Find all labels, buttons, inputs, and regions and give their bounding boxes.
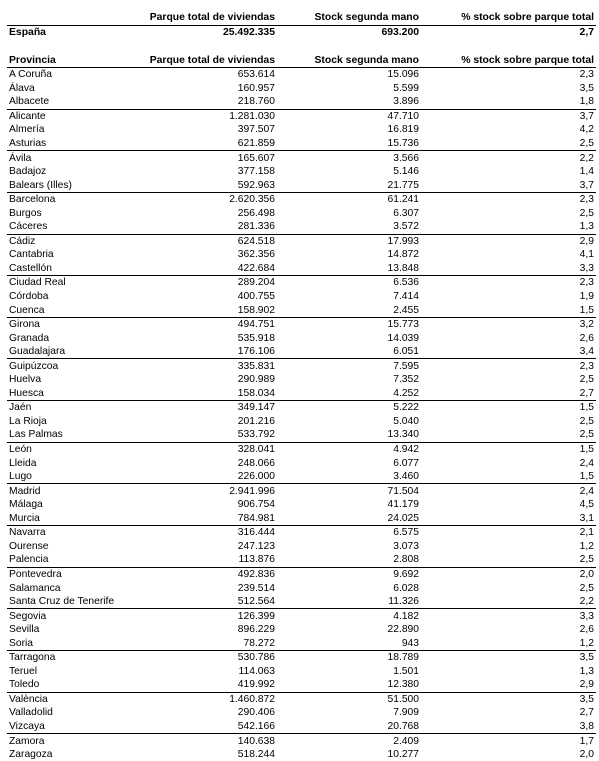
province-name: Madrid (7, 484, 135, 498)
province-name: Granada (7, 331, 135, 345)
province-header-row (7, 55, 596, 68)
pct-value: 4,5 (421, 498, 596, 512)
parque-value: 126.399 (135, 609, 277, 623)
table-row (7, 623, 596, 637)
stock-value: 15.773 (277, 317, 421, 331)
stock-value: 2.808 (277, 553, 421, 567)
table-row (7, 192, 596, 206)
pct-value: 2,6 (421, 623, 596, 637)
parque-value: 218.760 (135, 95, 277, 109)
province-name: Navarra (7, 526, 135, 540)
table-row (7, 748, 596, 761)
table-row (7, 303, 596, 317)
parque-value: 592.963 (135, 178, 277, 192)
pct-value: 2,5 (421, 553, 596, 567)
parque-value: 896.229 (135, 623, 277, 637)
province-table (7, 55, 596, 761)
parque-value: 1.281.030 (135, 109, 277, 123)
table-row (7, 636, 596, 650)
parque-value: 906.754 (135, 498, 277, 512)
pct-value: 2,5 (421, 206, 596, 220)
header-provincia: Provincia (7, 55, 135, 68)
province-name: Valladolid (7, 706, 135, 720)
province-name: Barcelona (7, 192, 135, 206)
summary-header-stock: Stock segunda mano (277, 10, 421, 26)
parque-value: 176.106 (135, 345, 277, 359)
table-row (7, 359, 596, 373)
stock-value: 14.872 (277, 248, 421, 262)
stock-value: 18.789 (277, 650, 421, 664)
parque-value: 492.836 (135, 567, 277, 581)
pct-value: 3,4 (421, 345, 596, 359)
summary-header-blank (7, 10, 135, 26)
pct-value: 1,3 (421, 665, 596, 679)
province-name: Toledo (7, 678, 135, 692)
stock-value: 6.536 (277, 276, 421, 290)
province-name: Las Palmas (7, 428, 135, 442)
pct-value: 2,3 (421, 192, 596, 206)
pct-value: 3,7 (421, 109, 596, 123)
stock-value: 3.572 (277, 220, 421, 234)
table-row (7, 470, 596, 484)
pct-value: 2,5 (421, 428, 596, 442)
table-row (7, 665, 596, 679)
province-name: Albacete (7, 95, 135, 109)
parque-value: 512.564 (135, 595, 277, 609)
pct-value: 2,5 (421, 415, 596, 429)
pct-value: 1,3 (421, 220, 596, 234)
province-name: Tarragona (7, 650, 135, 664)
pct-value: 1,8 (421, 95, 596, 109)
stock-value: 3.566 (277, 151, 421, 165)
province-name: Jaén (7, 401, 135, 415)
stock-value: 16.819 (277, 123, 421, 137)
province-name: Castellón (7, 262, 135, 276)
pct-value: 1,7 (421, 734, 596, 748)
parque-value: 256.498 (135, 206, 277, 220)
parque-value: 419.992 (135, 678, 277, 692)
table-row (7, 428, 596, 442)
province-name: Zamora (7, 734, 135, 748)
summary-header-parque: Parque total de viviendas (135, 10, 277, 26)
table-row (7, 234, 596, 248)
stock-value: 7.352 (277, 373, 421, 387)
stock-value: 5.040 (277, 415, 421, 429)
summary-total-row (7, 26, 596, 41)
province-name: Cádiz (7, 234, 135, 248)
table-row (7, 692, 596, 706)
stock-value: 7.414 (277, 290, 421, 304)
parque-value: 290.989 (135, 373, 277, 387)
province-name: Alicante (7, 109, 135, 123)
parque-value: 247.123 (135, 540, 277, 554)
summary-stock-value: 693.200 (277, 26, 421, 41)
parque-value: 328.041 (135, 442, 277, 456)
pct-value: 2,3 (421, 276, 596, 290)
province-name: Almería (7, 123, 135, 137)
province-name: Ciudad Real (7, 276, 135, 290)
stock-value: 51.500 (277, 692, 421, 706)
pct-value: 4,2 (421, 123, 596, 137)
table-row (7, 442, 596, 456)
table-row (7, 650, 596, 664)
table-row (7, 373, 596, 387)
province-name: Segovia (7, 609, 135, 623)
stock-value: 12.380 (277, 678, 421, 692)
pct-value: 1,5 (421, 303, 596, 317)
header-pct: % stock sobre parque total (421, 55, 596, 68)
parque-value: 349.147 (135, 401, 277, 415)
stock-value: 11.326 (277, 595, 421, 609)
province-name: Cáceres (7, 220, 135, 234)
province-name: Teruel (7, 665, 135, 679)
table-row (7, 82, 596, 96)
stock-value: 5.146 (277, 165, 421, 179)
parque-value: 113.876 (135, 553, 277, 567)
parque-value: 621.859 (135, 137, 277, 151)
parque-value: 362.356 (135, 248, 277, 262)
table-row (7, 123, 596, 137)
province-name: Vizcaya (7, 720, 135, 734)
pct-value: 2,5 (421, 581, 596, 595)
pct-value: 1,5 (421, 470, 596, 484)
province-name: León (7, 442, 135, 456)
parque-value: 158.902 (135, 303, 277, 317)
summary-country: España (7, 26, 135, 41)
pct-value: 2,5 (421, 373, 596, 387)
parque-value: 377.158 (135, 165, 277, 179)
province-name: Ourense (7, 540, 135, 554)
summary-table (7, 10, 596, 40)
stock-value: 4.252 (277, 387, 421, 401)
table-row (7, 276, 596, 290)
province-name: Huelva (7, 373, 135, 387)
stock-value: 1.501 (277, 665, 421, 679)
province-name: Girona (7, 317, 135, 331)
province-name: València (7, 692, 135, 706)
table-row (7, 512, 596, 526)
pct-value: 2,9 (421, 678, 596, 692)
pct-value: 2,4 (421, 484, 596, 498)
table-row (7, 581, 596, 595)
parque-value: 397.507 (135, 123, 277, 137)
stock-value: 4.182 (277, 609, 421, 623)
pct-value: 1,5 (421, 401, 596, 415)
pct-value: 3,5 (421, 82, 596, 96)
province-name: Murcia (7, 512, 135, 526)
stock-value: 3.073 (277, 540, 421, 554)
pct-value: 3,5 (421, 692, 596, 706)
table-row (7, 734, 596, 748)
parque-value: 530.786 (135, 650, 277, 664)
pct-value: 2,9 (421, 234, 596, 248)
parque-value: 2.941.996 (135, 484, 277, 498)
table-row (7, 345, 596, 359)
stock-value: 13.848 (277, 262, 421, 276)
province-name: Santa Cruz de Tenerife (7, 595, 135, 609)
province-name: Badajoz (7, 165, 135, 179)
table-row (7, 706, 596, 720)
province-name: Córdoba (7, 290, 135, 304)
stock-value: 2.455 (277, 303, 421, 317)
province-name: Balears (Illes) (7, 178, 135, 192)
province-name: Salamanca (7, 581, 135, 595)
summary-parque-value: 25.492.335 (135, 26, 277, 41)
province-name: Asturias (7, 137, 135, 151)
stock-value: 6.077 (277, 456, 421, 470)
province-name: Guadalajara (7, 345, 135, 359)
pct-value: 2,6 (421, 331, 596, 345)
stock-value: 2.409 (277, 734, 421, 748)
table-row (7, 526, 596, 540)
parque-value: 400.755 (135, 290, 277, 304)
table-row (7, 220, 596, 234)
stock-value: 3.896 (277, 95, 421, 109)
pct-value: 2,5 (421, 137, 596, 151)
stock-value: 21.775 (277, 178, 421, 192)
stock-value: 6.575 (277, 526, 421, 540)
pct-value: 2,4 (421, 456, 596, 470)
parque-value: 533.792 (135, 428, 277, 442)
pct-value: 3,8 (421, 720, 596, 734)
table-row (7, 109, 596, 123)
pct-value: 1,4 (421, 165, 596, 179)
pct-value: 1,5 (421, 442, 596, 456)
parque-value: 140.638 (135, 734, 277, 748)
stock-value: 6.051 (277, 345, 421, 359)
parque-value: 535.918 (135, 331, 277, 345)
stock-value: 6.307 (277, 206, 421, 220)
table-row (7, 137, 596, 151)
table-row (7, 498, 596, 512)
pct-value: 3,7 (421, 178, 596, 192)
pct-value: 3,5 (421, 650, 596, 664)
province-name: Ávila (7, 151, 135, 165)
table-row (7, 178, 596, 192)
pct-value: 1,2 (421, 636, 596, 650)
table-row (7, 484, 596, 498)
stock-value: 20.768 (277, 720, 421, 734)
province-name: Zaragoza (7, 748, 135, 761)
table-row (7, 415, 596, 429)
stock-value: 3.460 (277, 470, 421, 484)
stock-value: 61.241 (277, 192, 421, 206)
pct-value: 4,1 (421, 248, 596, 262)
stock-value: 15.096 (277, 68, 421, 82)
summary-header-pct: % stock sobre parque total (421, 10, 596, 26)
province-name: Málaga (7, 498, 135, 512)
parque-value: 290.406 (135, 706, 277, 720)
parque-value: 784.981 (135, 512, 277, 526)
parque-value: 281.336 (135, 220, 277, 234)
stock-value: 4.942 (277, 442, 421, 456)
pct-value: 2,0 (421, 567, 596, 581)
table-row (7, 331, 596, 345)
stock-value: 9.692 (277, 567, 421, 581)
summary-pct-value: 2,7 (421, 26, 596, 41)
province-name: Huesca (7, 387, 135, 401)
stock-value: 47.710 (277, 109, 421, 123)
parque-value: 78.272 (135, 636, 277, 650)
header-stock: Stock segunda mano (277, 55, 421, 68)
province-name: Lugo (7, 470, 135, 484)
stock-value: 41.179 (277, 498, 421, 512)
summary-header-row (7, 10, 596, 26)
stock-value: 6.028 (277, 581, 421, 595)
table-row (7, 540, 596, 554)
parque-value: 316.444 (135, 526, 277, 540)
province-name: Burgos (7, 206, 135, 220)
parque-value: 160.957 (135, 82, 277, 96)
pct-value: 1,9 (421, 290, 596, 304)
table-row (7, 206, 596, 220)
pct-value: 2,0 (421, 748, 596, 761)
parque-value: 239.514 (135, 581, 277, 595)
table-row (7, 456, 596, 470)
pct-value: 3,1 (421, 512, 596, 526)
pct-value: 2,7 (421, 706, 596, 720)
table-row (7, 609, 596, 623)
table-row (7, 595, 596, 609)
parque-value: 494.751 (135, 317, 277, 331)
table-row (7, 387, 596, 401)
stock-value: 5.222 (277, 401, 421, 415)
table-row (7, 567, 596, 581)
pct-value: 3,3 (421, 609, 596, 623)
stock-value: 7.595 (277, 359, 421, 373)
stock-value: 7.909 (277, 706, 421, 720)
table-row (7, 248, 596, 262)
stock-value: 71.504 (277, 484, 421, 498)
parque-value: 158.034 (135, 387, 277, 401)
table-row (7, 401, 596, 415)
parque-value: 289.204 (135, 276, 277, 290)
table-row (7, 678, 596, 692)
stock-value: 943 (277, 636, 421, 650)
pct-value: 3,3 (421, 262, 596, 276)
stock-value: 5.599 (277, 82, 421, 96)
pct-value: 1,2 (421, 540, 596, 554)
table-row (7, 262, 596, 276)
parque-value: 201.216 (135, 415, 277, 429)
parque-value: 518.244 (135, 748, 277, 761)
province-name: A Coruña (7, 68, 135, 82)
parque-value: 624.518 (135, 234, 277, 248)
pct-value: 3,2 (421, 317, 596, 331)
province-name: La Rioja (7, 415, 135, 429)
parque-value: 114.063 (135, 665, 277, 679)
table-row (7, 290, 596, 304)
parque-value: 335.831 (135, 359, 277, 373)
province-name: Guipúzcoa (7, 359, 135, 373)
province-name: Lleida (7, 456, 135, 470)
province-name: Sevilla (7, 623, 135, 637)
parque-value: 2.620.356 (135, 192, 277, 206)
table-row (7, 151, 596, 165)
stock-value: 14.039 (277, 331, 421, 345)
header-parque: Parque total de viviendas (135, 55, 277, 68)
province-name: Soria (7, 636, 135, 650)
parque-value: 1.460.872 (135, 692, 277, 706)
pct-value: 2,2 (421, 595, 596, 609)
stock-value: 22.890 (277, 623, 421, 637)
table-row (7, 68, 596, 82)
table-row (7, 553, 596, 567)
parque-value: 542.166 (135, 720, 277, 734)
table-row (7, 95, 596, 109)
parque-value: 165.607 (135, 151, 277, 165)
province-name: Pontevedra (7, 567, 135, 581)
province-name: Álava (7, 82, 135, 96)
table-row (7, 165, 596, 179)
stock-value: 17.993 (277, 234, 421, 248)
province-name: Palencia (7, 553, 135, 567)
parque-value: 226.000 (135, 470, 277, 484)
province-table-body (7, 68, 596, 761)
table-row (7, 720, 596, 734)
parque-value: 653.614 (135, 68, 277, 82)
pct-value: 2,7 (421, 387, 596, 401)
parque-value: 422.684 (135, 262, 277, 276)
parque-value: 248.066 (135, 456, 277, 470)
stock-value: 13.340 (277, 428, 421, 442)
pct-value: 2,2 (421, 151, 596, 165)
pct-value: 2,3 (421, 359, 596, 373)
province-name: Cuenca (7, 303, 135, 317)
stock-value: 24.025 (277, 512, 421, 526)
province-name: Cantabria (7, 248, 135, 262)
table-row (7, 317, 596, 331)
pct-value: 2,1 (421, 526, 596, 540)
stock-value: 15.736 (277, 137, 421, 151)
stock-value: 10.277 (277, 748, 421, 761)
pct-value: 2,3 (421, 68, 596, 82)
